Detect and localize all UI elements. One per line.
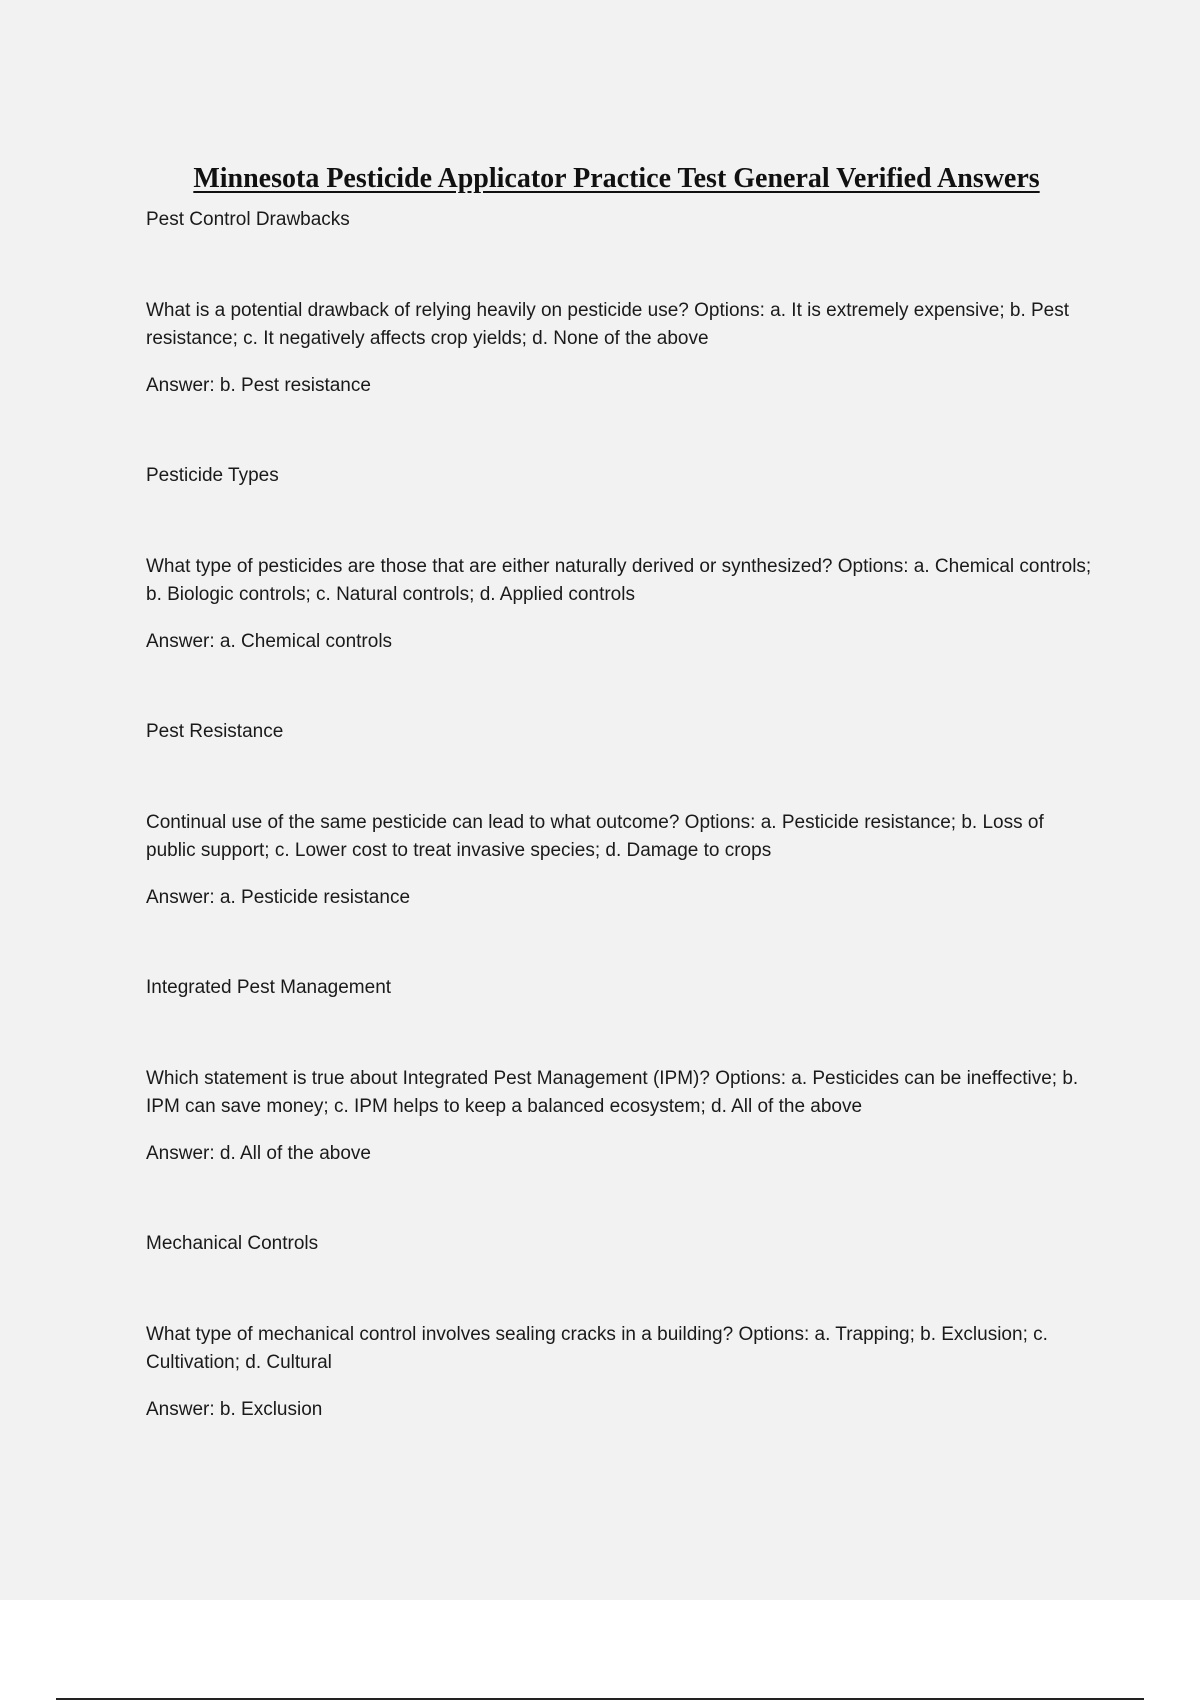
document-title: Minnesota Pesticide Applicator Practice Test General Verified Answers: [193, 162, 1040, 194]
answer-text: Answer: a. Chemical controls: [146, 631, 393, 652]
section-heading: Pest Control Drawbacks: [146, 209, 350, 230]
qa-section: [146, 206, 1096, 462]
question-text: Which statement is true about Integrated Pest Management (IPM)? Options: a. Pesticides can be ineffective; b. IPM can save money; c. IPM helps to keep a balanced ecosystem; d. All of the above: [146, 1068, 1079, 1117]
qa-section: [146, 462, 1096, 718]
section-heading: Pest Resistance: [146, 721, 284, 742]
answer-text: Answer: b. Pest resistance: [146, 375, 371, 396]
question-text: Continual use of the same pesticide can lead to what outcome? Options: a. Pesticide resistance; b. Loss of public support; c. Lower cost to treat invasive species; d. Damage to crops: [146, 812, 1044, 861]
qa-section: [146, 1230, 1096, 1486]
question-text: What type of pesticides are those that are either naturally derived or synthesized? Options: a. Chemical controls; b. Biologic controls; c. Natural controls; d. Applied controls: [146, 556, 1092, 605]
section-heading: Mechanical Controls: [146, 1233, 319, 1254]
answer-text: Answer: d. All of the above: [146, 1143, 371, 1164]
section-heading: Integrated Pest Management: [146, 977, 392, 998]
question-text: What is a potential drawback of relying heavily on pesticide use? Options: a. It is extremely expensive; b. Pest resistance; c. It negatively affects crop yields; d. None of the above: [146, 300, 1070, 349]
document-body: [146, 206, 1096, 1486]
question-text: What type of mechanical control involves sealing cracks in a building? Options: a. Trapping; b. Exclusion; c. Cultivation; d. Cultural: [146, 1324, 1048, 1373]
answer-text: Answer: b. Exclusion: [146, 1399, 323, 1420]
qa-section: [146, 974, 1096, 1230]
section-heading: Pesticide Types: [146, 465, 279, 486]
answer-text: Answer: a. Pesticide resistance: [146, 887, 411, 908]
qa-section: [146, 718, 1096, 974]
